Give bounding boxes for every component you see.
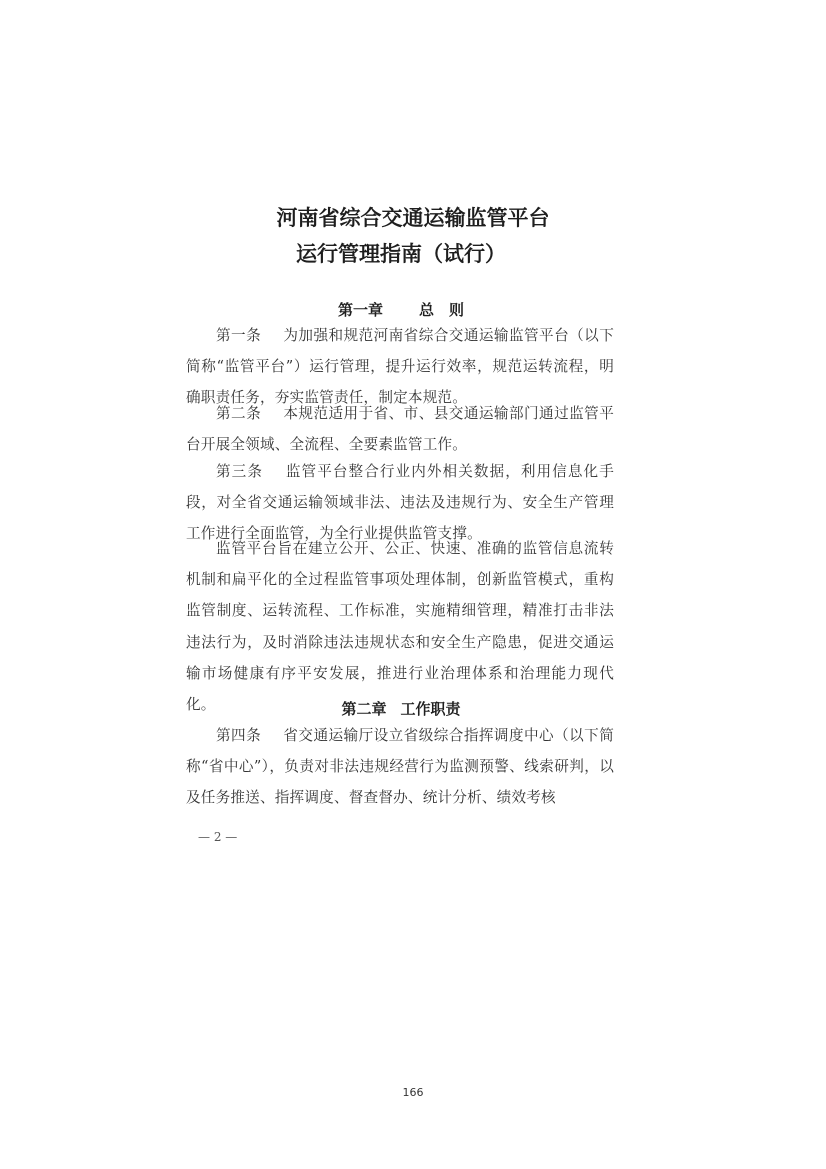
article-2 — [186, 398, 614, 460]
paragraph-4-text: 监管平台旨在建立公开、公正、快速、准确的监管信息流转机制和扁平化的全过程监管事项处理体制，创新监管模式，重构监管制度、运转流程、工作标准，实施精细管理，精准打击非法违法行为，及时消除违法违规状态和安全生产隐患，促进交通运输市场健康有序平安发展，推进行业治理体系和治理能力现代化。 — [186, 540, 614, 714]
article-4 — [186, 720, 614, 814]
document-title-line2: 运行管理指南（试行） — [296, 242, 506, 266]
chapter-1-heading — [0, 299, 814, 320]
article-2-text: 本规范适用于省、市、县交通运输部门通过监管平台开展全领域、全流程、全要素监管工作。 — [186, 405, 614, 454]
article-4-text: 省交通运输厅设立省级综合指挥调度中心（以下简称“省中心”），负责对非法违规经营行为监测预警、线索研判，以及任务推送、指挥调度、督查督办、统计分析、绩效考核 — [186, 727, 614, 807]
article-1-label: 第一条 — [216, 327, 262, 344]
article-2-label: 第二条 — [216, 405, 262, 422]
article-4-label: 第四条 — [216, 727, 262, 744]
inner-page-number: — 2 — — [198, 830, 238, 844]
article-3-label: 第三条 — [216, 463, 263, 480]
document-title-line1: 河南省综合交通运输监管平台 — [276, 206, 550, 230]
chapter-2-name: 工作职责 — [400, 700, 461, 718]
chapter-2-heading — [0, 698, 814, 719]
chapter-1-name: 总 则 — [419, 301, 465, 319]
chapter-1-number: 第一章 — [337, 301, 383, 319]
chapter-2-number: 第二章 — [341, 700, 387, 718]
article-1-text: 为加强和规范河南省综合交通运输监管平台（以下简称“监管平台”）运行管理，提升运行效率，规范运转流程，明确职责任务，夯实监管责任，制定本规范。 — [186, 327, 614, 407]
paragraph-4 — [186, 533, 614, 720]
page-number: 166 — [402, 1086, 424, 1099]
article-3-text: 监管平台整合行业内外相关数据，利用信息化手段，对全省交通运输领域非法、违法及违规行为、安全生产管理工作进行全面监管，为全行业提供监管支撑。 — [186, 463, 614, 543]
